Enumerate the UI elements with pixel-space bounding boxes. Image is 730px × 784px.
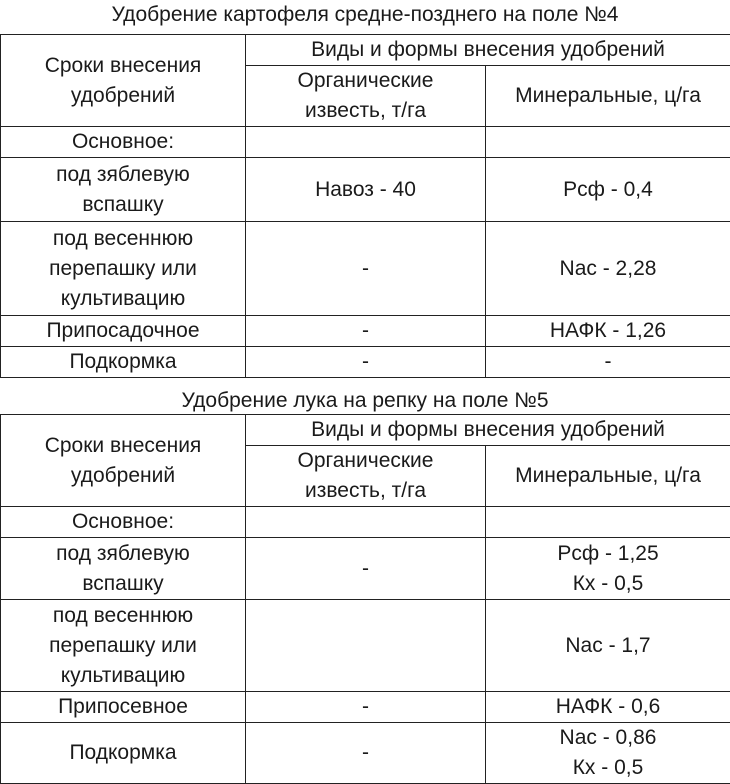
row-label-line: под весеннюю xyxy=(5,601,241,631)
mineral-cell: НАФК - 0,6 xyxy=(486,692,730,723)
mineral-cell: Рсф - 0,4 xyxy=(486,158,730,222)
mineral-cell xyxy=(486,127,730,158)
organic-cell: - xyxy=(246,538,486,600)
header-organic-line-2: известь, т/га xyxy=(250,476,481,506)
mineral-line: Nac - 0,86 xyxy=(490,723,726,753)
header-timing-line-2: удобрений xyxy=(5,461,241,491)
row-label: Подкормка xyxy=(1,347,246,378)
row-label-line: вспашку xyxy=(5,569,241,599)
header-timing-line-2: удобрений xyxy=(5,81,241,111)
header-organic-line-1: Органические xyxy=(250,66,481,96)
row-label-line: культивацию xyxy=(5,661,241,691)
header-timing xyxy=(1,35,246,127)
mineral-line: Кх - 0,5 xyxy=(490,569,726,599)
mineral-cell xyxy=(486,723,730,784)
header-organic xyxy=(246,446,486,507)
row-label-line: перепашку или xyxy=(5,631,241,661)
row-label-line: перепашку или xyxy=(5,254,241,284)
table-row xyxy=(1,347,730,378)
organic-cell: - xyxy=(246,723,486,784)
row-label: Основное: xyxy=(1,127,246,158)
row-label-line: под зяблевую xyxy=(5,539,241,569)
row-label: Припосевное xyxy=(1,692,246,723)
mineral-line: Кх - 0,5 xyxy=(490,753,726,783)
row-label: Припосадочное xyxy=(1,316,246,347)
header-group: Виды и формы внесения удобрений xyxy=(246,415,730,446)
table-row xyxy=(1,692,730,723)
fertilizer-table-field-5 xyxy=(0,414,730,784)
organic-cell: - xyxy=(246,222,486,316)
mineral-cell xyxy=(486,538,730,600)
table-row xyxy=(1,600,730,692)
table-row xyxy=(1,127,730,158)
table-row xyxy=(1,507,730,538)
fertilizer-table-field-4 xyxy=(0,34,730,378)
organic-cell: - xyxy=(246,316,486,347)
header-group: Виды и формы внесения удобрений xyxy=(246,35,730,66)
organic-cell: - xyxy=(246,347,486,378)
mineral-cell xyxy=(486,507,730,538)
table-row xyxy=(1,222,730,316)
header-organic xyxy=(246,66,486,127)
row-label xyxy=(1,222,246,316)
row-label-line: культивацию xyxy=(5,284,241,314)
organic-cell: Навоз - 40 xyxy=(246,158,486,222)
row-label-line: под весеннюю xyxy=(5,224,241,254)
header-timing-line-1: Сроки внесения xyxy=(5,51,241,81)
mineral-cell: - xyxy=(486,347,730,378)
row-label-line: вспашку xyxy=(5,190,241,220)
table-row xyxy=(1,158,730,222)
header-mineral: Минеральные, ц/га xyxy=(486,66,730,127)
header-timing xyxy=(1,415,246,507)
mineral-line: Рсф - 1,25 xyxy=(490,539,726,569)
row-label: Подкормка xyxy=(1,723,246,784)
table-1-title: Удобрение картофеля средне-позднего на поле №4 xyxy=(0,0,730,34)
table-2-title: Удобрение лука на репку на поле №5 xyxy=(0,382,730,414)
header-timing-line-1: Сроки внесения xyxy=(5,431,241,461)
table-row xyxy=(1,538,730,600)
row-label xyxy=(1,600,246,692)
organic-cell: - xyxy=(246,692,486,723)
mineral-cell: НАФК - 1,26 xyxy=(486,316,730,347)
row-label-line: под зяблевую xyxy=(5,160,241,190)
table-row xyxy=(1,316,730,347)
row-label xyxy=(1,538,246,600)
mineral-cell: Nac - 1,7 xyxy=(486,600,730,692)
row-label xyxy=(1,158,246,222)
table-row xyxy=(1,723,730,784)
header-mineral: Минеральные, ц/га xyxy=(486,446,730,507)
organic-cell xyxy=(246,600,486,692)
header-organic-line-2: известь, т/га xyxy=(250,96,481,126)
header-organic-line-1: Органические xyxy=(250,446,481,476)
organic-cell xyxy=(246,507,486,538)
mineral-cell: Nac - 2,28 xyxy=(486,222,730,316)
row-label: Основное: xyxy=(1,507,246,538)
organic-cell xyxy=(246,127,486,158)
